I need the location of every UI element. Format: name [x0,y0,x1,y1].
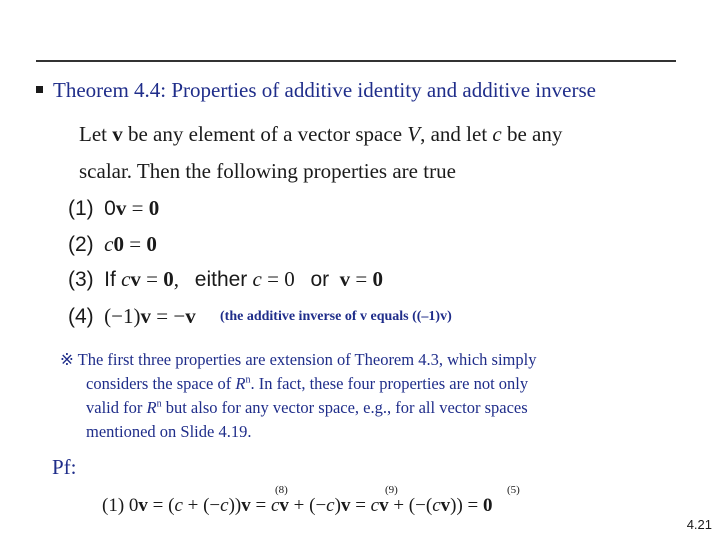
ref-9: (9) [385,484,398,496]
remark-line4: mentioned on Slide 4.19. [86,422,252,441]
top-rule [36,60,676,62]
proof-equation: (1) 0v = (c + (−c))v = cv + (−c)v = cv + (−(cv)) = 0 [102,495,493,516]
property-3: (3) If cv = 0, either c = 0 or v = 0 [68,267,383,291]
reference-mark-icon: ※ [60,350,74,369]
remark-line1: ※ The first three properties are extension of Theorem 4.3, which simply [60,350,537,369]
theorem-title: Theorem 4.4: Properties of additive identity and additive inverse [53,78,596,102]
property-1: (1) 0v = 0 [68,196,160,220]
theorem-statement-line1: Let v be any element of a vector space V, and let c be any [79,122,563,146]
ref-8: (8) [275,484,288,496]
property-2: (2) c0 = 0 [68,232,157,256]
property-4: (4) (−1)v = −v [68,304,196,328]
slide-number: 4.21 [686,517,712,532]
remark-line2: considers the space of $R^n$. In fact, these four properties are not only [86,374,529,393]
property-4-note: (the additive inverse of v equals ((–1)v) [220,309,452,324]
proof-label: Pf: [52,455,77,479]
ref-5: (5) [507,484,520,496]
title-bullet-icon [36,86,43,93]
theorem-statement-line2: scalar. Then the following properties are true [79,159,456,183]
remark-line3: valid for $R^n$ but also for any vector space, e.g., for all vector spaces [86,398,528,417]
